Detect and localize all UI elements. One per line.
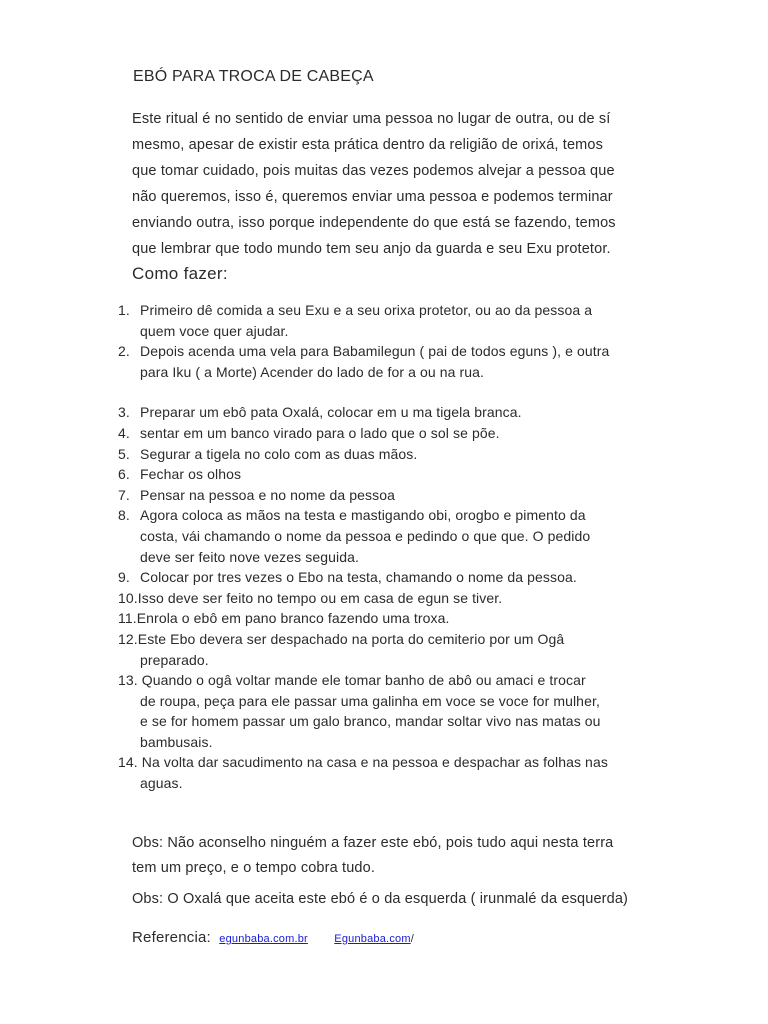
intro-paragraph	[132, 106, 642, 262]
step-number: 12.	[118, 630, 138, 647]
step-line: costa, vái chamando o nome da pessoa e pedindo o que que. O pedido	[140, 527, 591, 544]
step-line: Pensar na pessoa e no nome da pessoa	[140, 486, 395, 503]
reference-line	[132, 929, 414, 946]
reference-link-egunbaba-com[interactable]: Egunbaba.com	[334, 933, 411, 945]
step-number: 3.	[118, 404, 130, 421]
step-line: aguas.	[140, 775, 183, 792]
observation-line: tem um preço, e o tempo cobra tudo.	[132, 860, 376, 876]
step-text: Isso deve ser feito no tempo ou em casa de egun se tiver.	[137, 589, 503, 606]
observation-oxala: Obs: O Oxalá que aceita este ebó é o da esquerda ( irunmalé da esquerda)	[132, 891, 629, 907]
step-number: 9.	[118, 569, 130, 586]
step-line	[118, 670, 640, 691]
step-line	[118, 588, 640, 609]
step-line: preparado.	[140, 651, 209, 668]
step-line: sentar em um banco virado para o lado que o sol se põe.	[140, 424, 500, 441]
step-line: Depois acenda uma vela para Babamilegun ( pai de todos eguns ), e outra	[140, 343, 610, 360]
step-item	[0, 341, 768, 382]
step-line: quem voce quer ajudar.	[140, 322, 289, 339]
step-item	[0, 423, 768, 444]
steps-list	[0, 300, 768, 794]
step-line	[118, 629, 640, 650]
step-item	[0, 629, 768, 670]
step-number: 13.	[118, 672, 138, 689]
step-line	[118, 752, 640, 773]
step-item	[0, 567, 768, 588]
step-number: 4.	[118, 424, 130, 441]
step-text: Este Ebo devera ser despachado na porta do cemiterio por um Ogâ	[137, 630, 565, 647]
step-item	[0, 444, 768, 465]
reference-link-egunbaba-br[interactable]: egunbaba.com.br	[219, 933, 308, 945]
intro-line: que lembrar que todo mundo tem seu anjo da guarda e seu Exu protetor.	[132, 241, 611, 257]
step-line: para Iku ( a Morte) Acender do lado de for a ou na rua.	[140, 363, 485, 380]
step-line: Preparar um ebô pata Oxalá, colocar em u ma tigela branca.	[140, 404, 522, 421]
step-number: 7.	[118, 486, 130, 503]
step-item	[0, 485, 768, 506]
step-item	[0, 505, 768, 567]
step-number: 11.	[118, 610, 137, 627]
intro-line: enviando outra, isso porque independente do que está se fazendo, temos	[132, 215, 616, 231]
step-item	[0, 402, 768, 423]
step-number: 14.	[118, 754, 138, 771]
step-line: de roupa, peça para ele passar uma galinha em voce se voce for mulher,	[140, 692, 600, 709]
step-number: 2.	[118, 343, 130, 360]
step-number: 1.	[118, 302, 130, 318]
step-number: 10.	[118, 589, 138, 606]
step-item	[0, 670, 768, 752]
step-line: Segurar a tigela no colo com as duas mãos.	[140, 445, 418, 462]
document-title: EBÓ PARA TROCA DE CABEÇA	[133, 68, 374, 85]
step-text: Enrola o ebô em pano branco fazendo uma troxa.	[136, 610, 450, 627]
step-line	[118, 608, 640, 629]
step-item	[0, 300, 768, 341]
step-line: Fechar os olhos	[140, 466, 242, 483]
step-number: 8.	[118, 507, 130, 524]
intro-line: mesmo, apesar de existir esta prática dentro da religião de orixá, temos	[132, 137, 603, 153]
intro-line: não queremos, isso é, queremos enviar uma pessoa e podemos terminar	[132, 189, 613, 205]
step-line: Primeiro dê comida a seu Exu e a seu orixa protetor, ou ao da pessoa a	[140, 302, 593, 318]
como-fazer-heading: Como fazer:	[132, 264, 228, 283]
intro-line: Este ritual é no sentido de enviar uma pessoa no lugar de outra, ou de sí	[132, 111, 611, 127]
step-line: Colocar por tres vezes o Ebo na testa, chamando o nome da pessoa.	[140, 569, 577, 586]
step-number: 6.	[118, 466, 130, 483]
observation-line: Obs: Não aconselho ninguém a fazer este ebó, pois tudo aqui nesta terra	[132, 835, 614, 851]
step-item	[0, 588, 768, 609]
reference-label: Referencia:	[132, 929, 211, 946]
step-item	[0, 464, 768, 485]
step-item	[0, 752, 768, 793]
step-text: Quando o ogâ voltar mande ele tomar banho de abô ou amaci e trocar	[137, 672, 586, 689]
step-line: bambusais.	[140, 733, 213, 750]
step-line: Agora coloca as mãos na testa e mastigando obi, orogbo e pimento da	[140, 507, 586, 524]
step-text: Na volta dar sacudimento na casa e na pessoa e despachar as folhas nas	[137, 754, 608, 771]
observation-note	[132, 831, 642, 881]
step-line: deve ser feito nove vezes seguida.	[140, 548, 359, 565]
intro-line: que tomar cuidado, pois muitas das vezes podemos alvejar a pessoa que	[132, 163, 615, 179]
step-number: 5.	[118, 445, 130, 462]
step-item	[0, 608, 768, 629]
step-line: e se for homem passar um galo branco, mandar soltar vivo nas matas ou	[140, 713, 601, 730]
reference-suffix: /	[410, 933, 414, 945]
